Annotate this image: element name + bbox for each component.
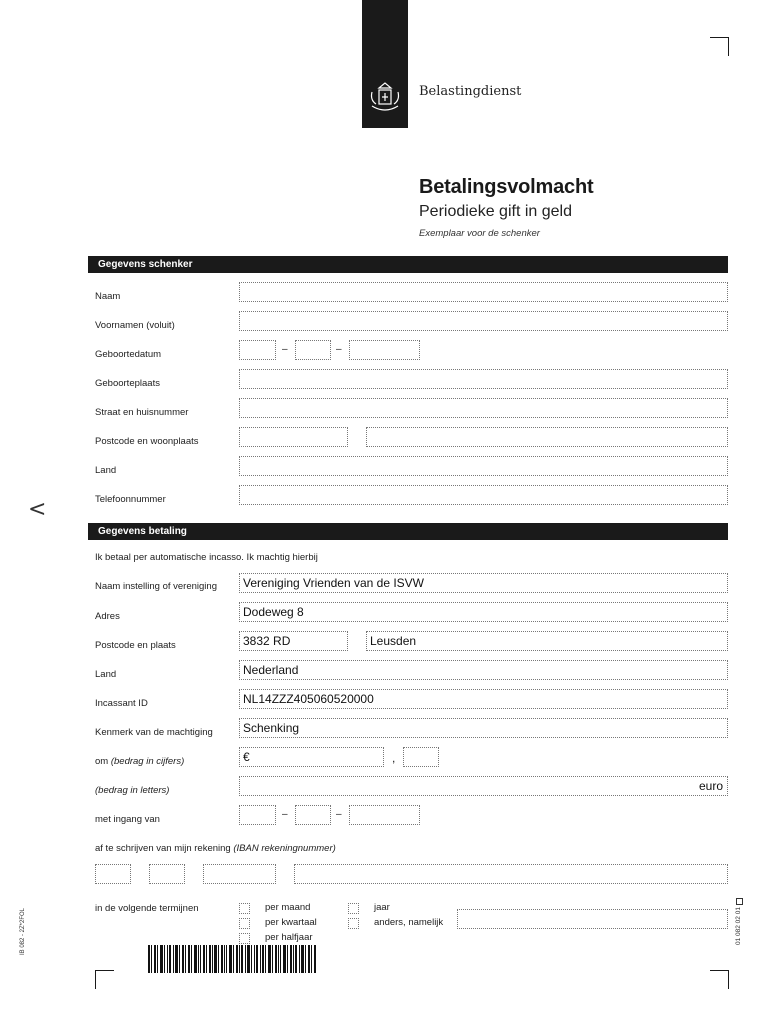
- checkbox-jaar[interactable]: [348, 903, 359, 914]
- chevron-left-icon: <: [28, 497, 47, 522]
- date-separator: –: [336, 344, 342, 355]
- barcode-icon: [148, 945, 316, 973]
- label-bedrag-letters: [95, 785, 169, 796]
- form-code-right: 01 082 02 01: [735, 907, 742, 945]
- label-jaar: jaar: [374, 902, 390, 913]
- label-afschrijven-text: af te schrijven van mijn rekening: [95, 843, 231, 854]
- label-afschrijven: [95, 843, 336, 854]
- label-telefoon: Telefoonnummer: [95, 494, 166, 505]
- label-naam: Naam: [95, 291, 121, 302]
- decimal-comma: ,: [392, 751, 396, 765]
- checkbox-per-maand[interactable]: [239, 903, 250, 914]
- bedrag-centen-field[interactable]: [403, 747, 439, 767]
- label-postcode-plaats: Postcode en plaats: [95, 640, 176, 651]
- label-voornamen: Voornamen (voluit): [95, 320, 175, 331]
- label-betaling-land: Land: [95, 669, 117, 680]
- ingang-day-field[interactable]: [239, 805, 276, 825]
- label-anders: anders, namelijk: [374, 917, 444, 928]
- betaling-postcode-field[interactable]: 3832 RD: [239, 631, 348, 651]
- label-kenmerk: Kenmerk van de machtiging: [95, 727, 213, 738]
- geboortedatum-month-field[interactable]: [295, 340, 331, 360]
- label-postcode-woonplaats: Postcode en woonplaats: [95, 436, 199, 447]
- checkbox-per-kwartaal[interactable]: [239, 918, 250, 929]
- label-om-text: om: [95, 756, 109, 767]
- date-separator: –: [336, 809, 342, 820]
- iban-country-field[interactable]: [95, 864, 131, 884]
- straat-field[interactable]: [239, 398, 728, 418]
- bedrag-cijfers-field[interactable]: €: [239, 747, 384, 767]
- corner-mark-bottom-left: [95, 970, 114, 989]
- label-per-halfjaar: per halfjaar: [265, 932, 313, 943]
- bedrag-letters-field[interactable]: euro: [239, 776, 728, 796]
- ingang-year-field[interactable]: [349, 805, 420, 825]
- kenmerk-field[interactable]: Schenking: [239, 718, 728, 738]
- naam-field[interactable]: [239, 282, 728, 302]
- date-separator: –: [282, 344, 288, 355]
- voornamen-field[interactable]: [239, 311, 728, 331]
- label-per-kwartaal: per kwartaal: [265, 917, 317, 928]
- betaling-plaats-field[interactable]: Leusden: [366, 631, 728, 651]
- betaling-intro: Ik betaal per automatische incasso. Ik machtig hierbij: [95, 552, 318, 563]
- anders-field[interactable]: [457, 909, 728, 929]
- label-incassant: Incassant ID: [95, 698, 148, 709]
- label-termijnen: in de volgende termijnen: [95, 903, 199, 914]
- incassant-field[interactable]: NL14ZZZ405060520000: [239, 689, 728, 709]
- checkbox-per-halfjaar[interactable]: [239, 933, 250, 944]
- form-code-box: [736, 898, 743, 905]
- label-om-note: (bedrag in cijfers): [110, 756, 185, 767]
- betaling-land-field[interactable]: Nederland: [239, 660, 728, 680]
- iban-account-field[interactable]: [294, 864, 728, 884]
- land-field[interactable]: [239, 456, 728, 476]
- section-header-schenker: Gegevens schenker: [88, 256, 728, 273]
- label-adres: Adres: [95, 611, 120, 622]
- checkbox-anders[interactable]: [348, 918, 359, 929]
- ingang-month-field[interactable]: [295, 805, 331, 825]
- geboortedatum-year-field[interactable]: [349, 340, 420, 360]
- woonplaats-field[interactable]: [366, 427, 728, 447]
- section-header-betaling: Gegevens betaling: [88, 523, 728, 540]
- crest-icon: [366, 80, 404, 116]
- label-straat: Straat en huisnummer: [95, 407, 189, 418]
- copy-note: Exemplaar voor de schenker: [419, 228, 540, 239]
- telefoon-field[interactable]: [239, 485, 728, 505]
- label-instelling: Naam instelling of vereniging: [95, 581, 217, 592]
- instelling-field[interactable]: Vereniging Vrienden van de ISVW: [239, 573, 728, 593]
- date-separator: –: [282, 809, 288, 820]
- logo-name: Belastingdienst: [419, 84, 522, 99]
- label-land: Land: [95, 465, 117, 476]
- corner-mark-top-right: [710, 37, 729, 56]
- iban-bank-field[interactable]: [203, 864, 276, 884]
- label-bedrag-letters-text: (bedrag in letters): [95, 785, 170, 796]
- corner-mark-bottom-right: [710, 970, 729, 989]
- label-om: [95, 756, 184, 767]
- geboortedatum-day-field[interactable]: [239, 340, 276, 360]
- label-afschrijven-note: (IBAN rekeningnummer): [233, 843, 336, 854]
- postcode-field[interactable]: [239, 427, 348, 447]
- geboorteplaats-field[interactable]: [239, 369, 728, 389]
- form-subtitle: Periodieke gift in geld: [419, 203, 572, 220]
- form-code-left: IB 082 - 2Z*2FOL: [20, 907, 26, 955]
- label-per-maand: per maand: [265, 902, 311, 913]
- iban-check-field[interactable]: [149, 864, 185, 884]
- label-ingang: met ingang van: [95, 814, 160, 825]
- adres-field[interactable]: Dodeweg 8: [239, 602, 728, 622]
- label-geboortedatum: Geboortedatum: [95, 349, 162, 360]
- label-geboorteplaats: Geboorteplaats: [95, 378, 160, 389]
- form-title: Betalingsvolmacht: [419, 176, 594, 198]
